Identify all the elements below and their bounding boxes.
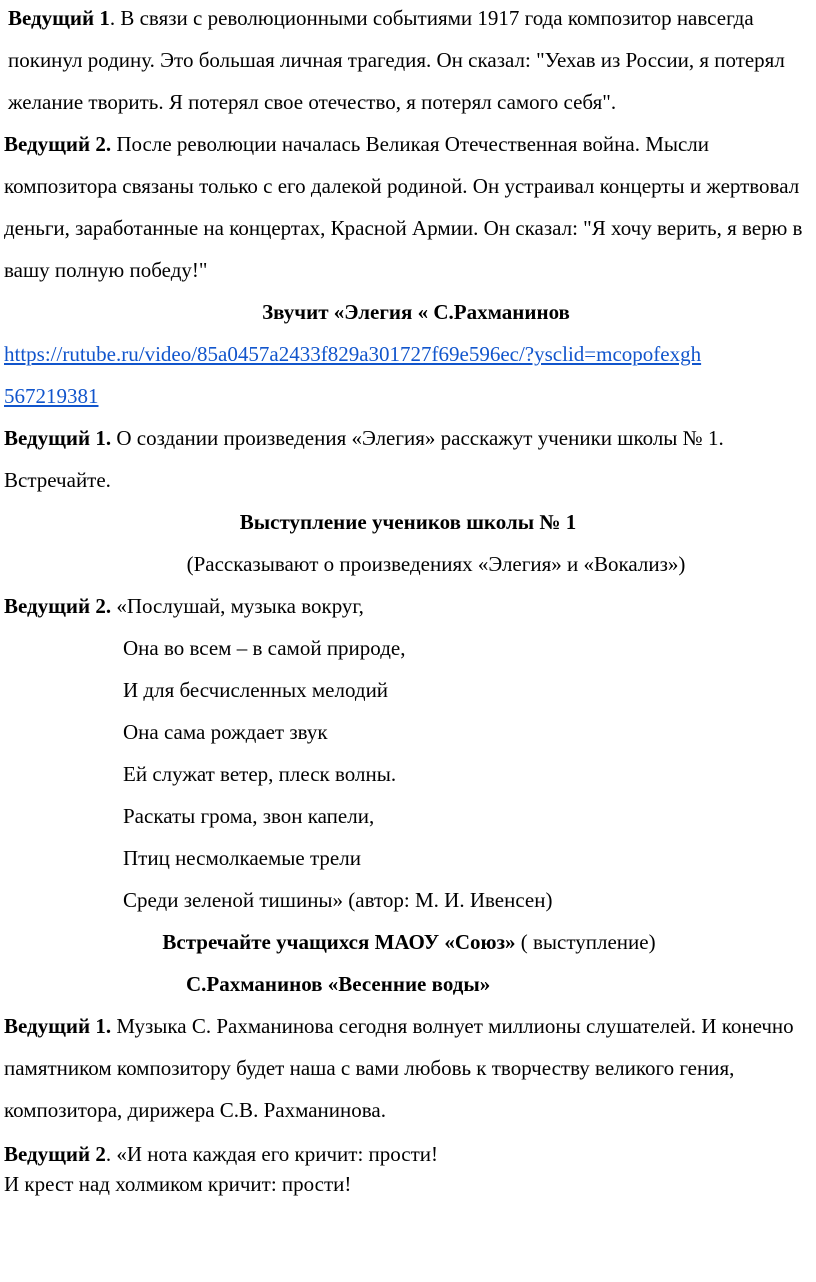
paragraph-text: Музыка С. Рахманинова сегодня волнует миллионы слушателей. И конечно памятником композитору будет наша с вами любовь к творчеству великого гения, композитора, дирижера С.В. Рахманинова. bbox=[4, 1014, 794, 1122]
subheading-works: (Рассказывают о произведениях «Элегия» и «Вокализ») bbox=[186, 552, 686, 576]
speaker-label: Ведущий 2. bbox=[4, 594, 112, 618]
poem-line: И для бесчисленных мелодий bbox=[123, 678, 389, 702]
paragraph-host1-revolution bbox=[0, 0, 816, 123]
speaker-label: Ведущий 1. bbox=[4, 426, 112, 450]
poem-line: Среди зеленой тишины» (автор: М. И. Ивенсен) bbox=[123, 888, 553, 912]
poem-line: Ей служат ветер, плеск волны. bbox=[123, 762, 397, 786]
paragraph-text: После революции началась Великая Отечественная война. Мысли композитора связаны только с его далекой родиной. Он устраивал концерты и жертвовал деньги, заработанные на концертах, Красной Армии. Он сказал: "Я хочу верить, я верю в вашу полную победу!" bbox=[4, 132, 803, 282]
paragraph-host2-war bbox=[0, 123, 816, 291]
poem-line: Она сама рождает звук bbox=[123, 720, 328, 744]
paragraph-text: . «И нота каждая его кричит: прости! bbox=[105, 1142, 439, 1166]
video-link-line2[interactable]: 567219381 bbox=[4, 384, 99, 408]
paragraph-text: . В связи с революционными событиями 1917 года композитор навсегда покинул родину. Это большая личная трагедия. Он сказал: "Уехав из России, я потерял желание творить. Я потерял свое отечество, я потерял самого себя". bbox=[8, 6, 785, 114]
video-link-line1[interactable]: https://rutube.ru/video/85a0457a2433f829a301727f69e596ec/?ysclid=mcopofexgh bbox=[4, 342, 702, 366]
speaker-label: Ведущий 2 bbox=[4, 1142, 106, 1166]
heading-elegy: Звучит «Элегия « С.Рахманинов bbox=[262, 300, 570, 324]
paragraph-text-line2: И крест над холмиком кричит: прости! bbox=[4, 1172, 352, 1196]
heading-school-performance: Выступление учеников школы № 1 bbox=[239, 510, 577, 534]
paragraph-host1-elegy bbox=[0, 417, 816, 501]
heading-spring-waters: С.Рахманинов «Весенние воды» bbox=[186, 972, 491, 996]
speaker-label: Ведущий 2. bbox=[4, 132, 112, 156]
heading-normal-part: ( выступление) bbox=[515, 930, 656, 954]
poem bbox=[0, 627, 816, 921]
poem-line: Раскаты грома, звон капели, bbox=[123, 804, 375, 828]
heading-soyuz-performance bbox=[0, 921, 816, 963]
speaker-label: Ведущий 1. bbox=[4, 1014, 112, 1038]
poem-line: Птиц несмолкаемые трели bbox=[123, 846, 361, 870]
heading-bold-part: Встречайте учащихся МАОУ «Союз» bbox=[162, 930, 516, 954]
video-link-paragraph bbox=[0, 333, 816, 417]
paragraph-host2-poem bbox=[0, 585, 816, 627]
paragraph-text: «Послушай, музыка вокруг, bbox=[111, 594, 364, 618]
speaker-label: Ведущий 1 bbox=[8, 6, 110, 30]
paragraph-host2-final bbox=[0, 1139, 816, 1199]
paragraph-text: О создании произведения «Элегия» расскажут ученики школы № 1. Встречайте. bbox=[4, 426, 724, 492]
poem-line: Она во всем – в самой природе, bbox=[123, 636, 406, 660]
paragraph-host1-conclusion bbox=[0, 1005, 816, 1131]
